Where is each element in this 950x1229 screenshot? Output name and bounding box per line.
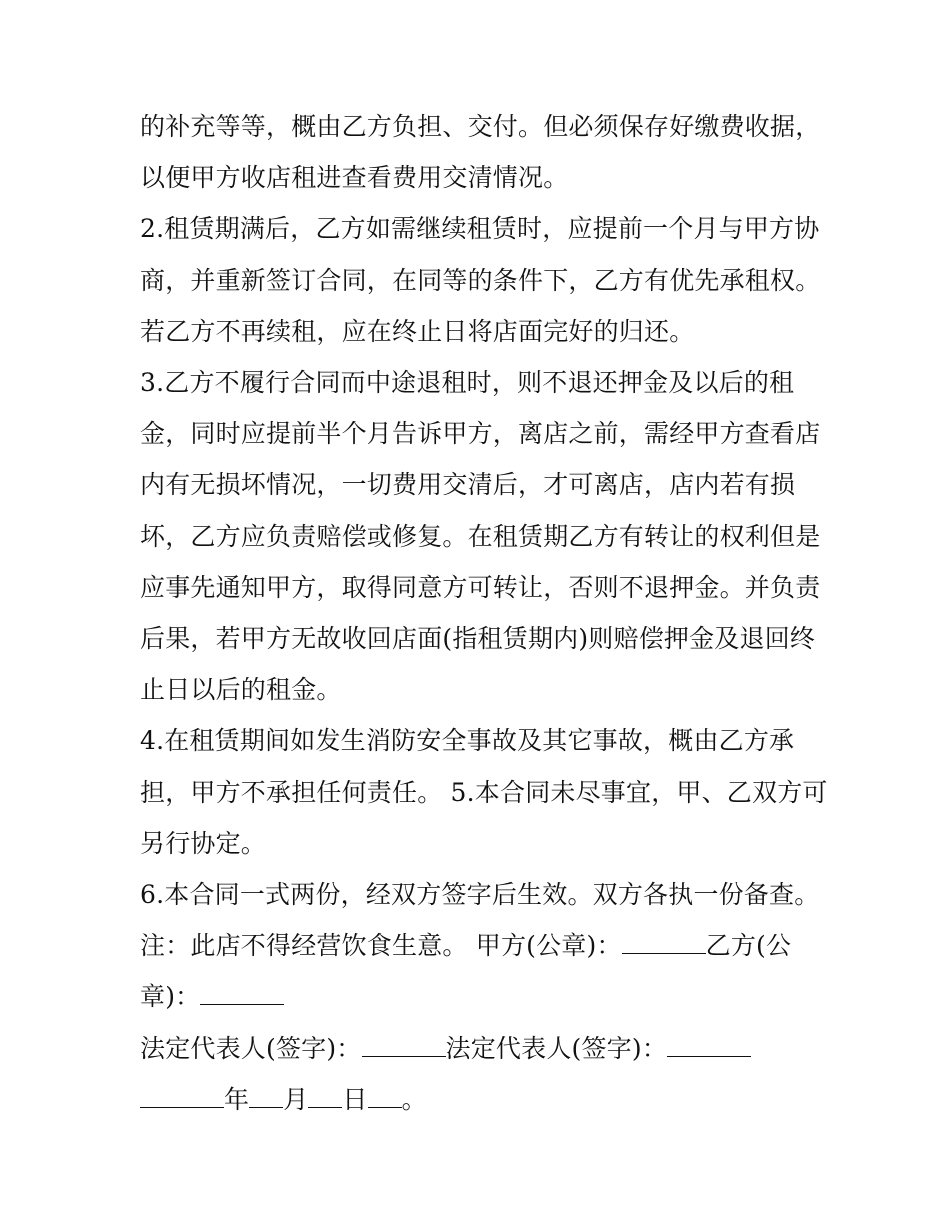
end-mark: 。 [401, 1084, 427, 1114]
text-line: 内有无损坏情况，一切费用交清后，才可离店，店内若有损 [140, 470, 796, 500]
clause-4-line: 4.在租赁期间如发生消防安全事故及其它事故，概由乙方承 [140, 726, 795, 756]
text-line: 应事先通知甲方，取得同意方可转让，否则不退押金。并负责 [140, 572, 821, 602]
stamp-line [140, 971, 830, 1022]
stamp-label: 章)： [140, 982, 201, 1012]
text-line: 金，同时应提前半个月告诉甲方，离店之前，需经甲方查看店 [140, 419, 821, 449]
year-blank[interactable] [140, 1085, 224, 1108]
text-line: 商，并重新签订合同，在同等的条件下，乙方有优先承租权。 [140, 265, 821, 295]
party-b-rep-label: 法定代表人(签字)： [445, 1033, 668, 1063]
party-b-stamp-blank[interactable] [200, 982, 284, 1005]
text-line: 担，甲方不承担任何责任。 5.本合同未尽事宜，甲、乙双方可 [140, 777, 828, 807]
text-line: 若乙方不再续租，应在终止日将店面完好的归还。 [140, 316, 695, 346]
note-line [140, 920, 830, 971]
day-label: 日 [342, 1084, 368, 1114]
clause-3-line: 3.乙方不履行合同而中途退租时，则不退还押金及以后的租 [140, 368, 795, 398]
text-line: 后果，若甲方无故收回店面(指租赁期内)则赔偿押金及退回终 [140, 624, 816, 654]
text-line: 止日以后的租金。 [140, 675, 342, 705]
party-a-rep-blank[interactable] [362, 1034, 446, 1057]
text-line: 的补充等等，概由乙方负担、交付。但必须保存好缴费收据， [140, 112, 821, 141]
party-b-rep-blank[interactable] [667, 1034, 751, 1057]
contract-page [140, 101, 830, 1125]
party-a-stamp-blank[interactable] [622, 931, 706, 954]
representative-line [140, 1023, 830, 1074]
text-line: 以便甲方收店租进查看费用交清情况。 [140, 163, 569, 193]
text-line: 坏，乙方应负责赔偿或修复。在租赁期乙方有转让的权利但是 [140, 521, 821, 551]
month-blank[interactable] [249, 1085, 283, 1108]
party-a-rep-label: 法定代表人(签字)： [140, 1033, 362, 1063]
end-blank[interactable] [368, 1085, 402, 1108]
note-prefix: 注：此店不得经营饮食生意。 甲方(公章)： [140, 931, 622, 961]
clause-2-line: 2.租赁期满后，乙方如需继续租赁时，应提前一个月与甲方协 [140, 214, 820, 244]
party-b-stamp-label: 乙方(公 [705, 931, 792, 961]
contract-text-block [140, 101, 830, 1125]
day-blank[interactable] [308, 1085, 342, 1108]
date-line [140, 1074, 830, 1125]
month-label: 月 [283, 1084, 309, 1114]
year-label: 年 [224, 1084, 250, 1114]
clause-6-line: 6.本合同一式两份，经双方签字后生效。双方各执一份备查。 [140, 880, 820, 910]
text-line: 另行协定。 [140, 828, 267, 858]
